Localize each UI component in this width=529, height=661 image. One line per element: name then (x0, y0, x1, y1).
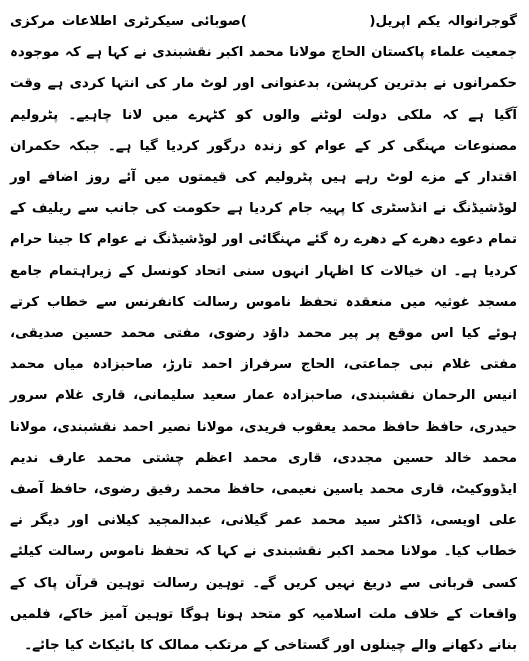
dateline: گوجرانوالہ یکم اپریل (375, 14, 517, 29)
dateline-bracket: ( ) (240, 14, 376, 29)
article-text (10, 6, 517, 661)
article-lead: صوبائی سیکرٹری اطلاعات مرکزی جمعیت علماء پاکستان الحاج مولانا محمد اکبر نقشبندی نے کہا ہے کہ موجودہ حکمرانوں نے بدترین کرپشن، بدعنوانی اور لوٹ مار کی انتہا کردی ہے وقت آگیا ہے کہ ملکی دولت لوٹنے والوں کو کٹہرے میں لانا چاہیے۔ (10, 14, 517, 123)
article-body: پٹرولیم مصنوعات مہنگی کر کے عوام کو زندہ درگور کردیا گیا ہے۔ جبکہ حکمران اقتدار کے مزے لوٹ رہے ہیں پٹرولیم کی قیمتوں میں آئے روز اضافے اور لوڈشیڈنگ نے انڈسٹری کا پہیہ جام کردیا ہے حکومت کی جانب سے ریلیف کے تمام دعوے دھرے کے دھرے رہ گئے مہنگائی اور لوڈشیڈنگ نے عوام کا جینا حرام کردیا ہے۔ ان خیالات کا اظہار انہوں سنی اتحاد کونسل کے زیراہتمام جامع مسجد غوثیہ میں منعقدہ تحفظ ناموس رسالت کانفرنس سے خطاب کرتے ہوئے کیا اس موقع پر پیر محمد داؤد رضوی، مفتی محمد حسین صدیقی، مفتی غلام نبی جماعتی، الحاج سرفراز احمد تارڑ، صاحبزادہ میاں محمد انیس الرحمان نقشبندی، صاحبزادہ عمار سعید سلیمانی، قاری غلام سرور حیدری، حافظ حافظ محمد یعقوب فریدی، مولانا نصیر احمد نقشبندی، مولانا محمد خالد حسین مجددی، قاری محمد اعظم چشتی محمد عارف ندیم ایڈووکیٹ، قاری محمد یاسین نعیمی، حافظ محمد رفیق رضوی، حافظ آصف علی اویسی، ڈاکٹر سید محمد عمر گیلانی، عبدالمجید کیلانی اور دیگر نے خطاب کیا۔ مولانا محمد اکبر نقشبندی نے کہا کہ تحفظ ناموس رسالت کیلئے کسی قربانی سے دریغ نہیں کریں گے۔ توہین رسالت توہین قرآن پاک کے واقعات کے خلاف ملت اسلامیہ کو متحد ہونا ہوگا توہین آمیز خاکے، فلمیں بنانے دکھانے والے چینلوں اور گستاخی کے مرتکب ممالک کا بائیکاٹ کیا جائے۔ (10, 107, 517, 654)
